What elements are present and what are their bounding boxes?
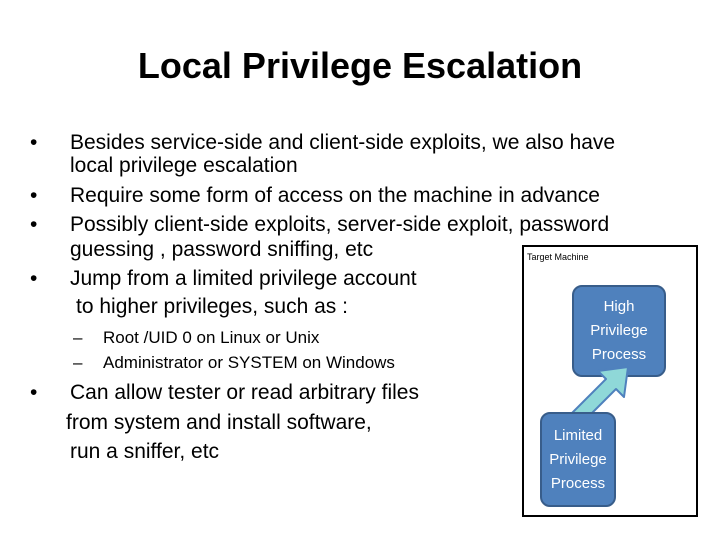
bullet-text: Can allow tester or read arbitrary files [70,381,419,404]
sub-bullet-text: Root /UID 0 on Linux or Unix [103,328,320,347]
bullet-text: Jump from a limited privilege account [70,267,417,290]
target-machine-label: Target Machine [527,252,589,262]
bullet-text: guessing , password sniffing, etc [70,238,374,261]
bullet-marker: • [30,131,38,154]
sub-bullet-text: Administrator or SYSTEM on Windows [103,353,395,372]
dash-marker: – [73,328,83,347]
bullet-text: Require some form of access on the machine in advance [70,184,600,207]
bullet-text: run a sniffer, etc [70,440,220,463]
high-privilege-process-label: High Privilege Process [590,298,648,363]
bullet-marker: • [30,267,38,290]
bullet-marker: • [30,381,38,404]
bullet-text: Besides service-side and client-side exploits, we also have [70,131,616,154]
slide-title: Local Privilege Escalation [137,45,583,86]
dash-marker: – [73,353,83,372]
limited-privilege-process-label: Limited Privilege Process [549,426,607,492]
limited-privilege-process-box [540,412,616,507]
bullet-text: from system and install software, [66,411,372,434]
bullet-marker: • [30,184,38,207]
bullet-text: local privilege escalation [70,154,298,177]
bullet-marker: • [30,213,38,236]
bullet-text: to higher privileges, such as : [76,295,348,318]
bullet-text: Possibly client-side exploits, server-side exploit, password [70,213,610,236]
